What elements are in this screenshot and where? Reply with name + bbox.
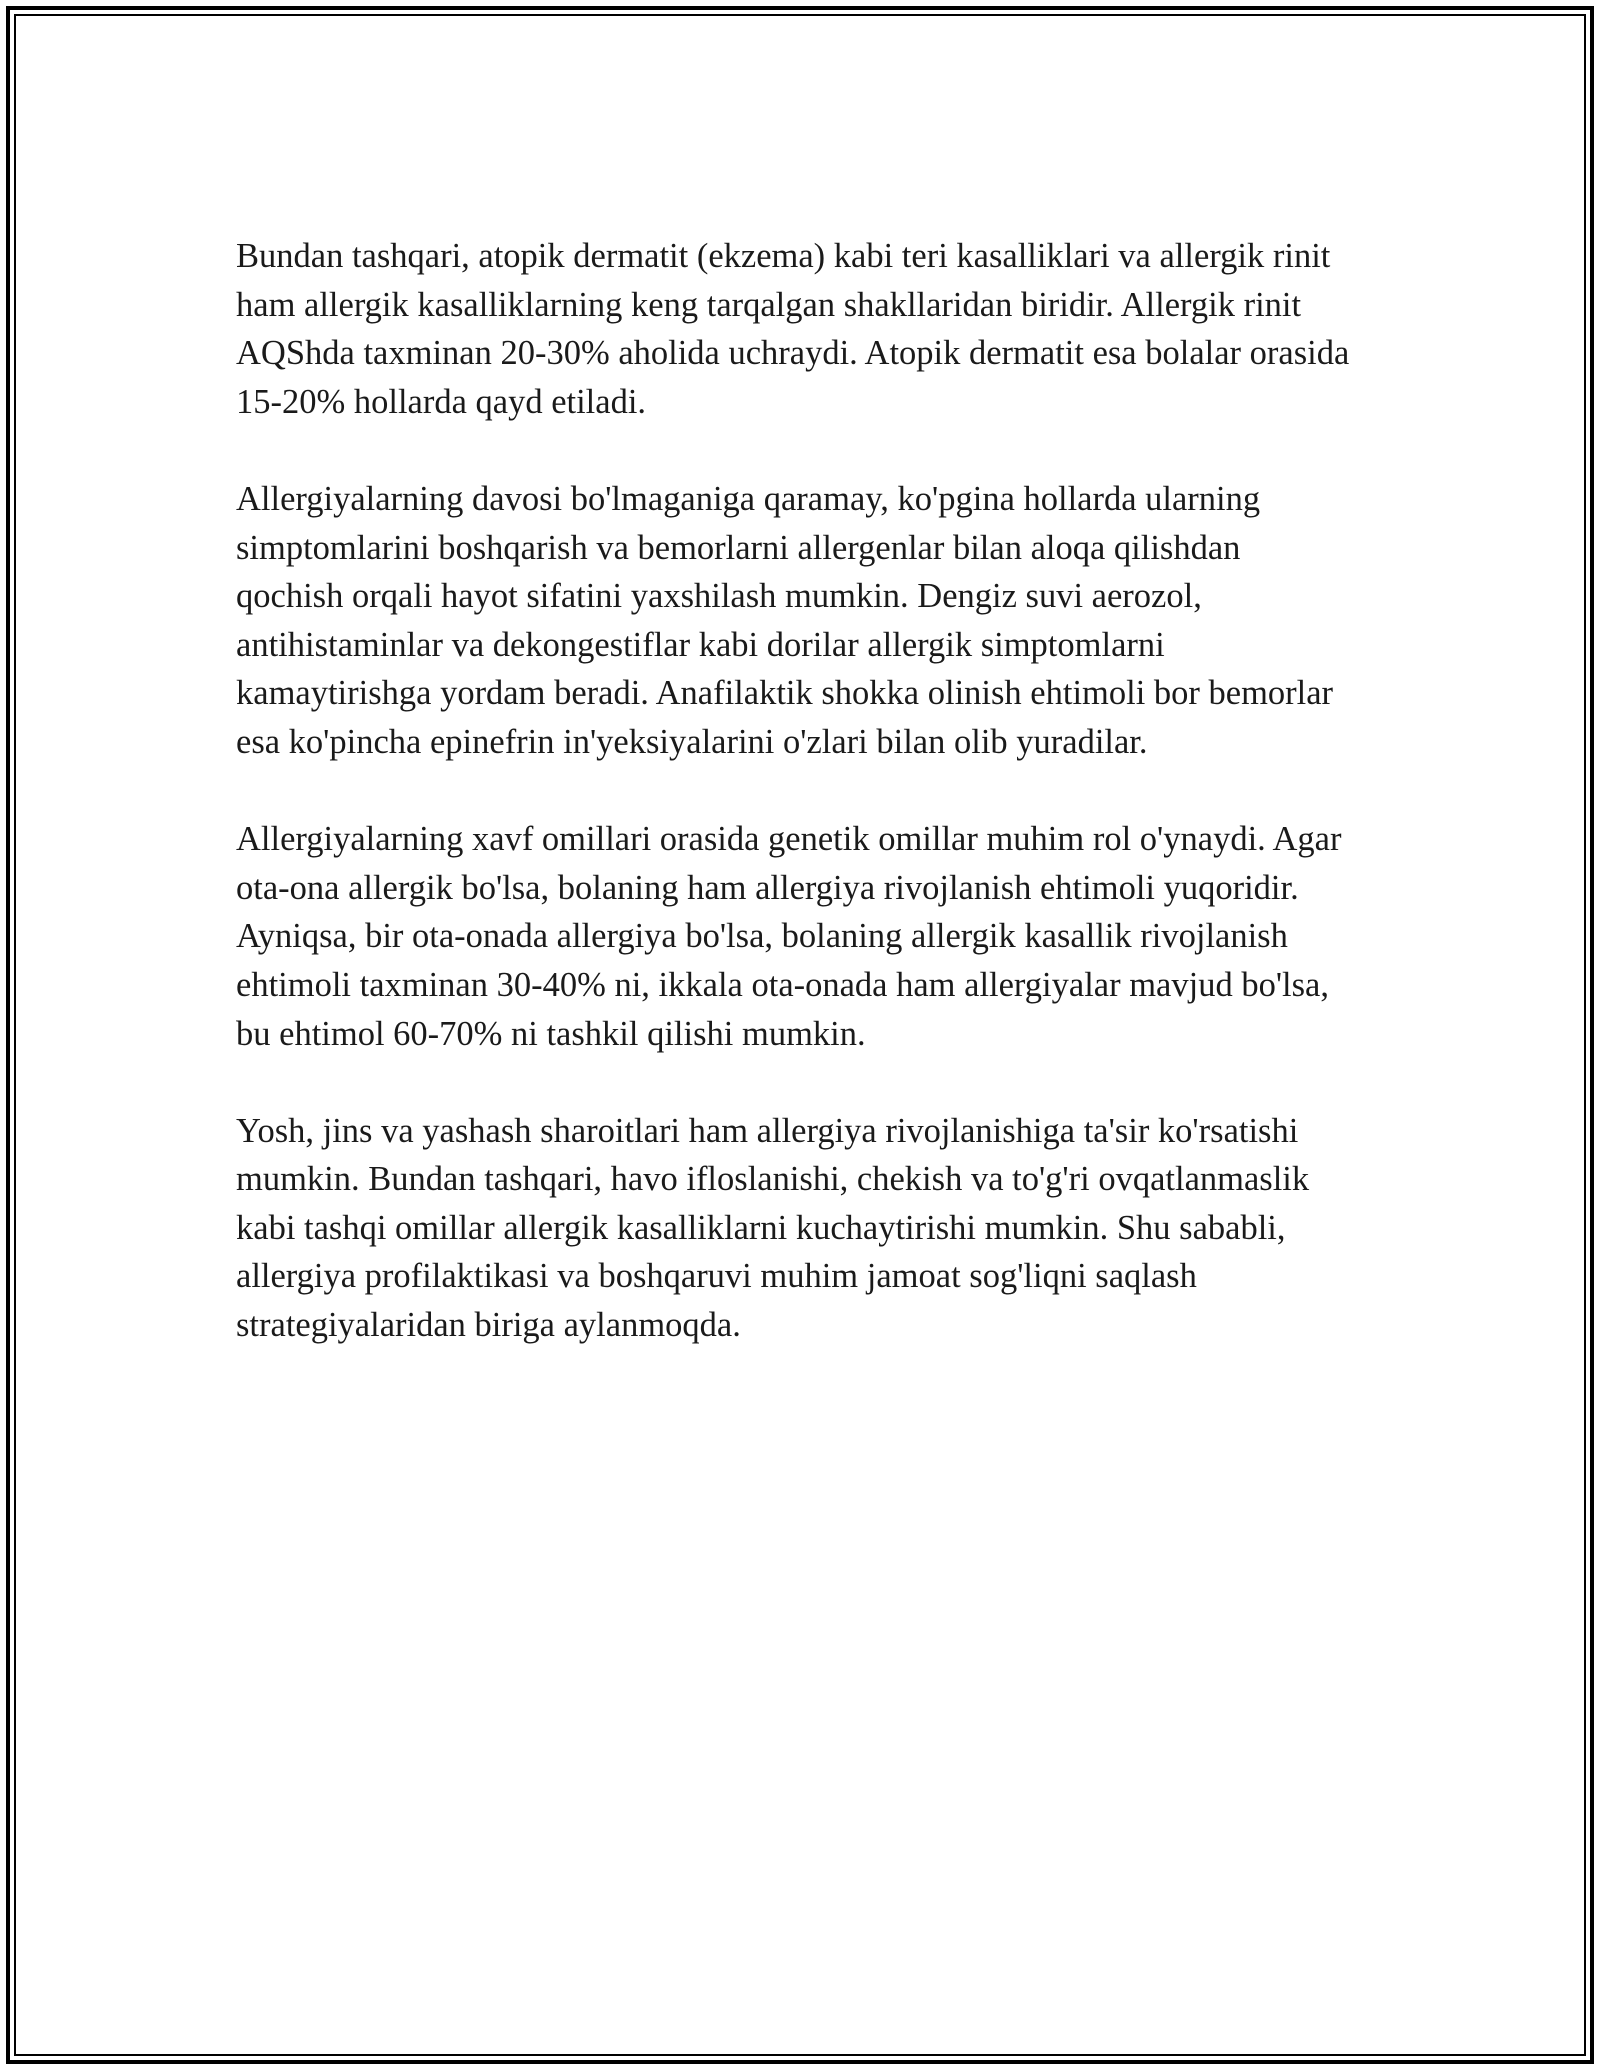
paragraph-4: Yosh, jins va yashash sharoitlari ham allergiya rivojlanishiga ta'sir ko'rsatishi mumkin. Bundan tashqari, havo ifloslanishi, chekish va to'g'ri ovqatlanmaslik kabi tashqi omillar allergik kasalliklarni kuchaytirishi mumkin. Shu sababli, allergiya profilaktikasi va boshqaruvi muhim jamoat sog'liqni saqlash strategiyalaridan biriga aylanmoqda. (236, 1111, 1310, 1345)
paragraph-2: Allergiyalarning davosi bo'lmaganiga qaramay, ko'pgina hollarda ularning simptomlarini boshqarish va bemorlarni allergenlar bilan aloqa qilishdan qochish orqali hayot sifatini yaxshilash mumkin. Dengiz suvi aerozol, antihistaminlar va dekongestiflar kabi dorilar allergik simptomlarni kamaytirishga yordam beradi. Anafilaktik shokka olinish ehtimoli bor bemorlar esa ko'pincha epinefrin in'yeksiyalarini o'zlari bilan olib yuradilar. (236, 479, 1334, 761)
paragraph-3: Allergiyalarning xavf omillari orasida genetik omillar muhim rol o'ynaydi. Agar ota-ona allergik bo'lsa, bolaning ham allergiya rivojlanish ehtimoli yuqoridir. Ayniqsa, bir ota-onada allergiya bo'lsa, bolaning allergik kasallik rivojlanish ehtimoli taxminan 30-40% ni, ikkala ota-onada ham allergiyalar mavjud bo'lsa, bu ehtimol 60-70% ni tashkil qilishi mumkin. (236, 820, 1342, 1053)
document-body (236, 232, 1354, 1398)
paragraph-1: Bundan tashqari, atopik dermatit (ekzema) kabi teri kasalliklari va allergik rinit ham allergik kasalliklarning keng tarqalgan shakllaridan biridir. Allergik rinit AQShda taxminan 20-30% aholida uchraydi. Atopik dermatit esa bolalar orasida 15-20% hollarda qayd etiladi. (236, 237, 1350, 421)
